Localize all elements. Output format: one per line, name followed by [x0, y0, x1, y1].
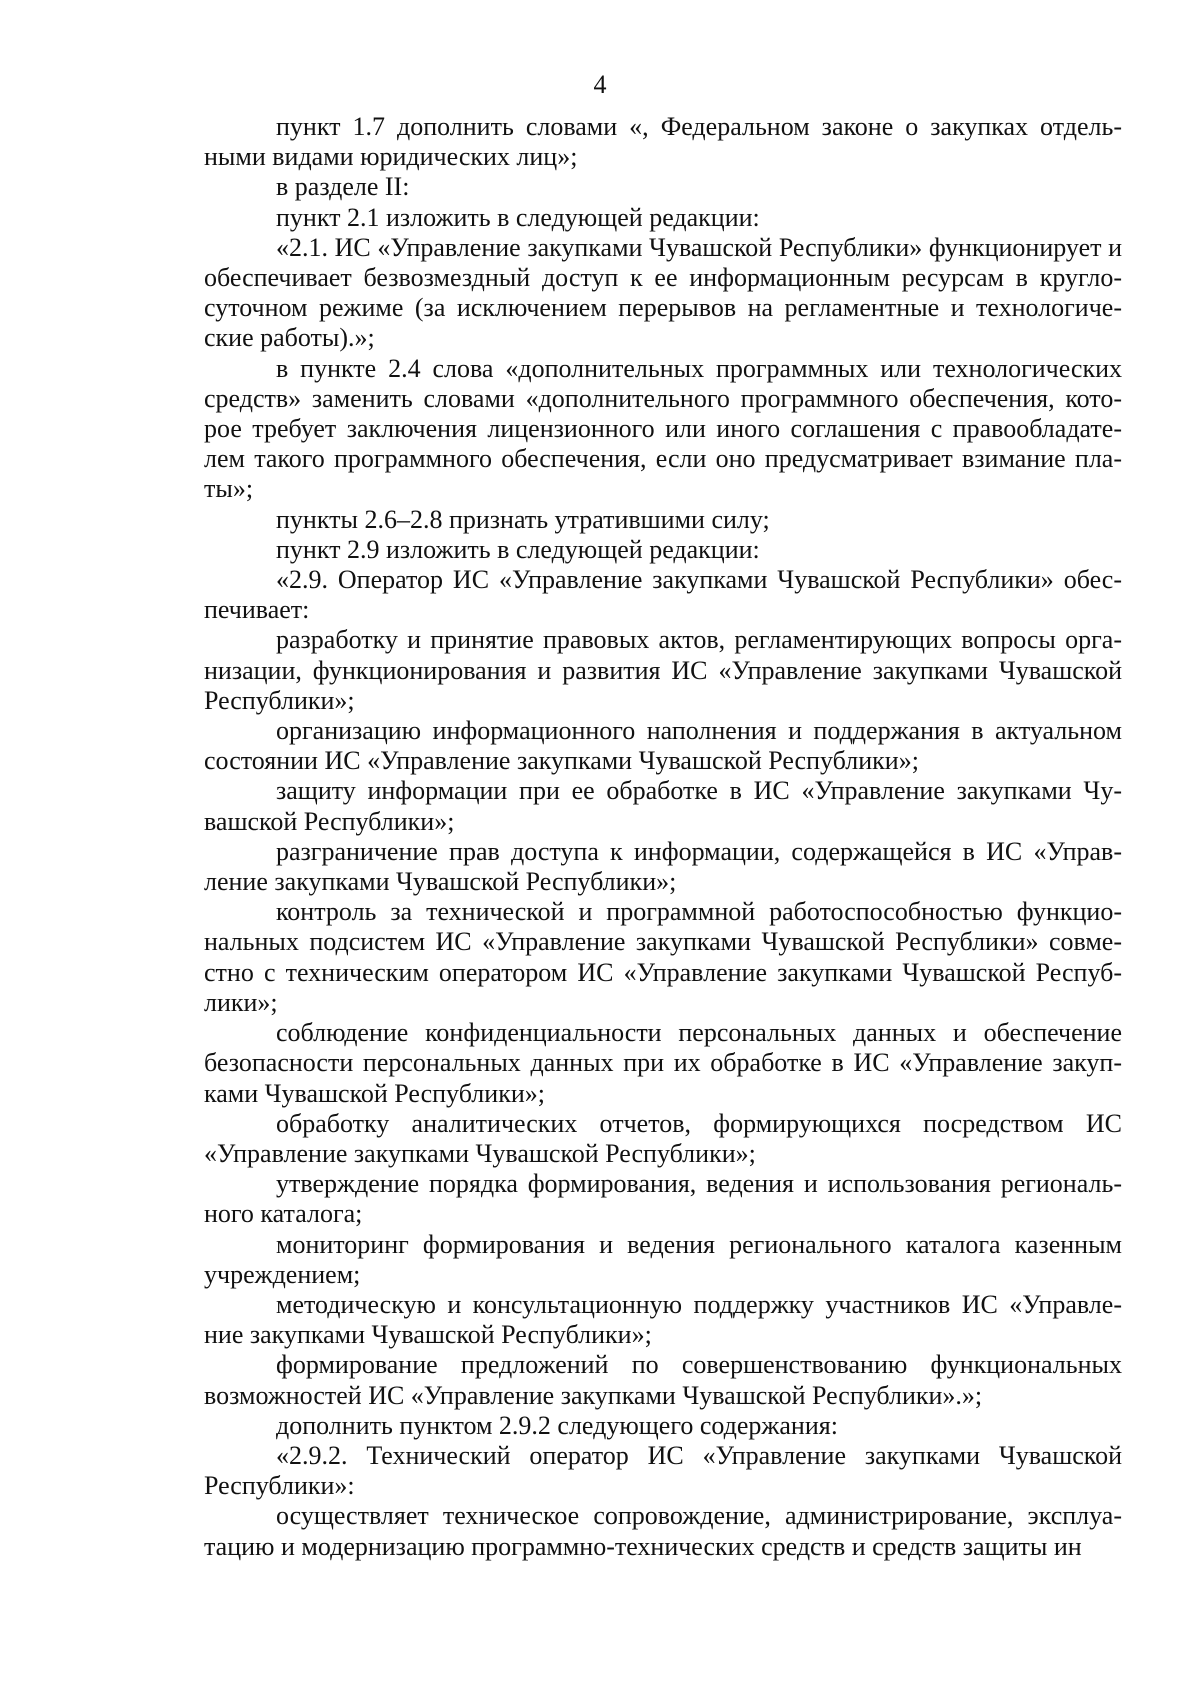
- paragraph: дополнить пунктом 2.9.2 следующего содержания:: [276, 1410, 838, 1440]
- paragraph: обработку аналитических отчетов, формирующихся посредством ИС «Управление закупками Чувашской Республики»;: [204, 1108, 1122, 1168]
- paragraph: контроль за технической и программной работоспособностью функциональных подсистем ИС «Управление закупками Чувашской Республики» совместно с техническим оператором ИС «Управление закупками Чувашской Республики»;: [204, 897, 1122, 1017]
- paragraph: «2.1. ИС «Управление закупками Чувашской Республики» функционирует и обеспечивает безвозмездный доступ к ее информационным ресурсам в круглосуточном режиме (за исключением перерывов на регламентные и технологические работы).»;: [204, 232, 1122, 353]
- document-body: [204, 112, 1122, 1562]
- paragraph: методическую и консультационную поддержку участников ИС «Управление закупками Чувашской Республики»;: [204, 1289, 1122, 1350]
- paragraph: разработку и принятие правовых актов, регламентирующих вопросы организации, функционирования и развития ИС «Управление закупками Чувашской Республики»;: [204, 625, 1122, 715]
- paragraph: «2.9. Оператор ИС «Управление закупками Чувашской Республики» обеспечивает:: [204, 565, 1122, 625]
- paragraph: в разделе II:: [276, 172, 410, 202]
- paragraph: организацию информационного наполнения и поддержания в актуальном состоянии ИС «Управление закупками Чувашской Республики»;: [204, 716, 1122, 776]
- paragraph: мониторинг формирования и ведения регионального каталога казенным учреждением;: [204, 1229, 1122, 1289]
- paragraph: соблюдение конфиденциальности персональных данных и обеспечение безопасности персональных данных при их обработке в ИС «Управление закупками Чувашской Республики»;: [204, 1018, 1122, 1108]
- paragraph: пункт 2.9 изложить в следующей редакции:: [276, 534, 760, 564]
- paragraph: формирование предложений по совершенствованию функциональных возможностей ИС «Управление закупками Чувашской Республики».»;: [204, 1350, 1122, 1410]
- paragraph: утверждение порядка формирования, ведения и использования регионального каталога;: [204, 1169, 1122, 1229]
- page-number: 4: [593, 70, 607, 99]
- paragraph: пункт 1.7 дополнить словами «, Федеральном законе о закупках отдельными видами юридических лиц»;: [204, 112, 1122, 172]
- paragraph: «2.9.2. Технический оператор ИС «Управление закупками Чувашской Республики»:: [204, 1440, 1122, 1501]
- paragraph: пункты 2.6–2.8 признать утратившими силу;: [276, 504, 770, 534]
- paragraph: осуществляет техническое сопровождение, администрирование, эксплуатацию и модернизацию программно-технических средств и средств защиты ин: [204, 1501, 1122, 1561]
- paragraph: пункт 2.1 изложить в следующей редакции:: [276, 202, 760, 232]
- paragraph: в пункте 2.4 слова «дополнительных программных или технологических средств» заменить словами «дополнительного программного обеспечения, которое требует заключения лицензионного или иного соглашения с правообладателем такого программного обеспечения, если оно предусматривает взимание платы»;: [204, 353, 1122, 504]
- paragraph: разграничение прав доступа к информации, содержащейся в ИС «Управление закупками Чувашской Республики»;: [204, 836, 1122, 897]
- paragraph: защиту информации при ее обработке в ИС «Управление закупками Чувашской Республики»;: [204, 776, 1122, 836]
